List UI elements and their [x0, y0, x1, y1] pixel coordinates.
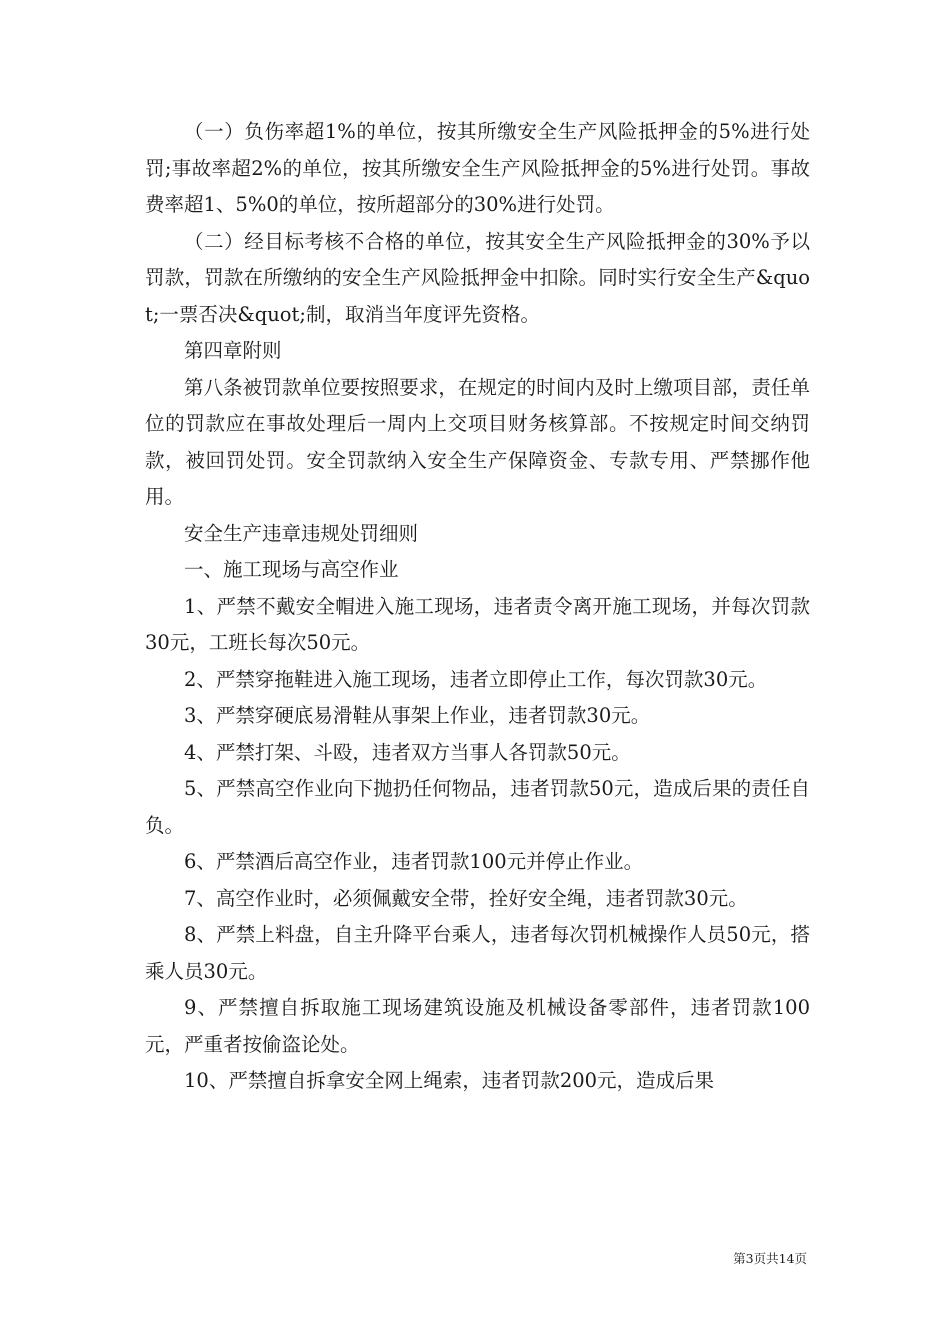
rule-item-3: 3、严禁穿硬底易滑鞋从事架上作业，违者罚款30元。 [184, 704, 651, 727]
rule-item-8: 8、严禁上料盘，自主升降平台乘人，违者每次罚机械操作人员50元，搭乘人员30元。 [145, 923, 810, 983]
rule-item-7: 7、高空作业时，必须佩戴安全带，拴好安全绳，违者罚款30元。 [184, 886, 748, 910]
rule-item-4: 4、严禁打架、斗殴，违者双方当事人各罚款50元。 [184, 740, 631, 764]
page-number-footer: 第3页共14页 [733, 1251, 807, 1266]
rule-item-2: 2、严禁穿拖鞋进入施工现场，违者立即停止工作，每次罚款30元。 [184, 667, 768, 691]
paragraph-article-eight: 第八条被罚款单位要按照要求，在规定的时间内及时上缴项目部，责任单位的罚款应在事故处理后一周内上交项目财务核算部。不按规定时间交纳罚款，被回罚处罚。安全罚款纳入安全生产保障资金、专款专用、严禁挪作他用。 [145, 375, 810, 508]
rule-item-9: 9、严禁擅自拆取施工现场建筑设施及机械设备零部件，违者罚款100元，严重者按偷盗论处。 [145, 996, 810, 1056]
document-body [145, 114, 810, 1100]
rule-item-5: 5、严禁高空作业向下抛扔任何物品，违者罚款50元，造成后果的责任自负。 [145, 777, 810, 837]
subsection-title: 一、施工现场与高空作业 [184, 558, 399, 581]
chapter-heading: 第四章附则 [184, 339, 282, 362]
paragraph-penalty-rate: （一）负伤率超1%的单位，按其所缴安全生产风险抵押金的5%进行处罚;事故率超2%的单位，按其所缴安全生产风险抵押金的5%进行处罚。事故费率超1、5%0的单位，按所超部分的30%进行处罚。 [145, 120, 810, 216]
rule-item-1: 1、严禁不戴安全帽进入施工现场，违者责令离开施工现场，并每次罚款30元，工班长每次50元。 [145, 594, 810, 654]
rule-item-6: 6、严禁酒后高空作业，违者罚款100元并停止作业。 [184, 850, 644, 873]
section-title: 安全生产违章违规处罚细则 [184, 521, 419, 545]
rule-item-10: 10、严禁擅自拆拿安全网上绳索，违者罚款200元，造成后果 [184, 1069, 715, 1092]
paragraph-assessment-failure: （二）经目标考核不合格的单位，按其安全生产风险抵押金的30%予以罚款，罚款在所缴纳的安全生产风险抵押金中扣除。同时实行安全生产&quot;一票否决&quot;制，取消当年度评先资格。 [145, 229, 810, 326]
